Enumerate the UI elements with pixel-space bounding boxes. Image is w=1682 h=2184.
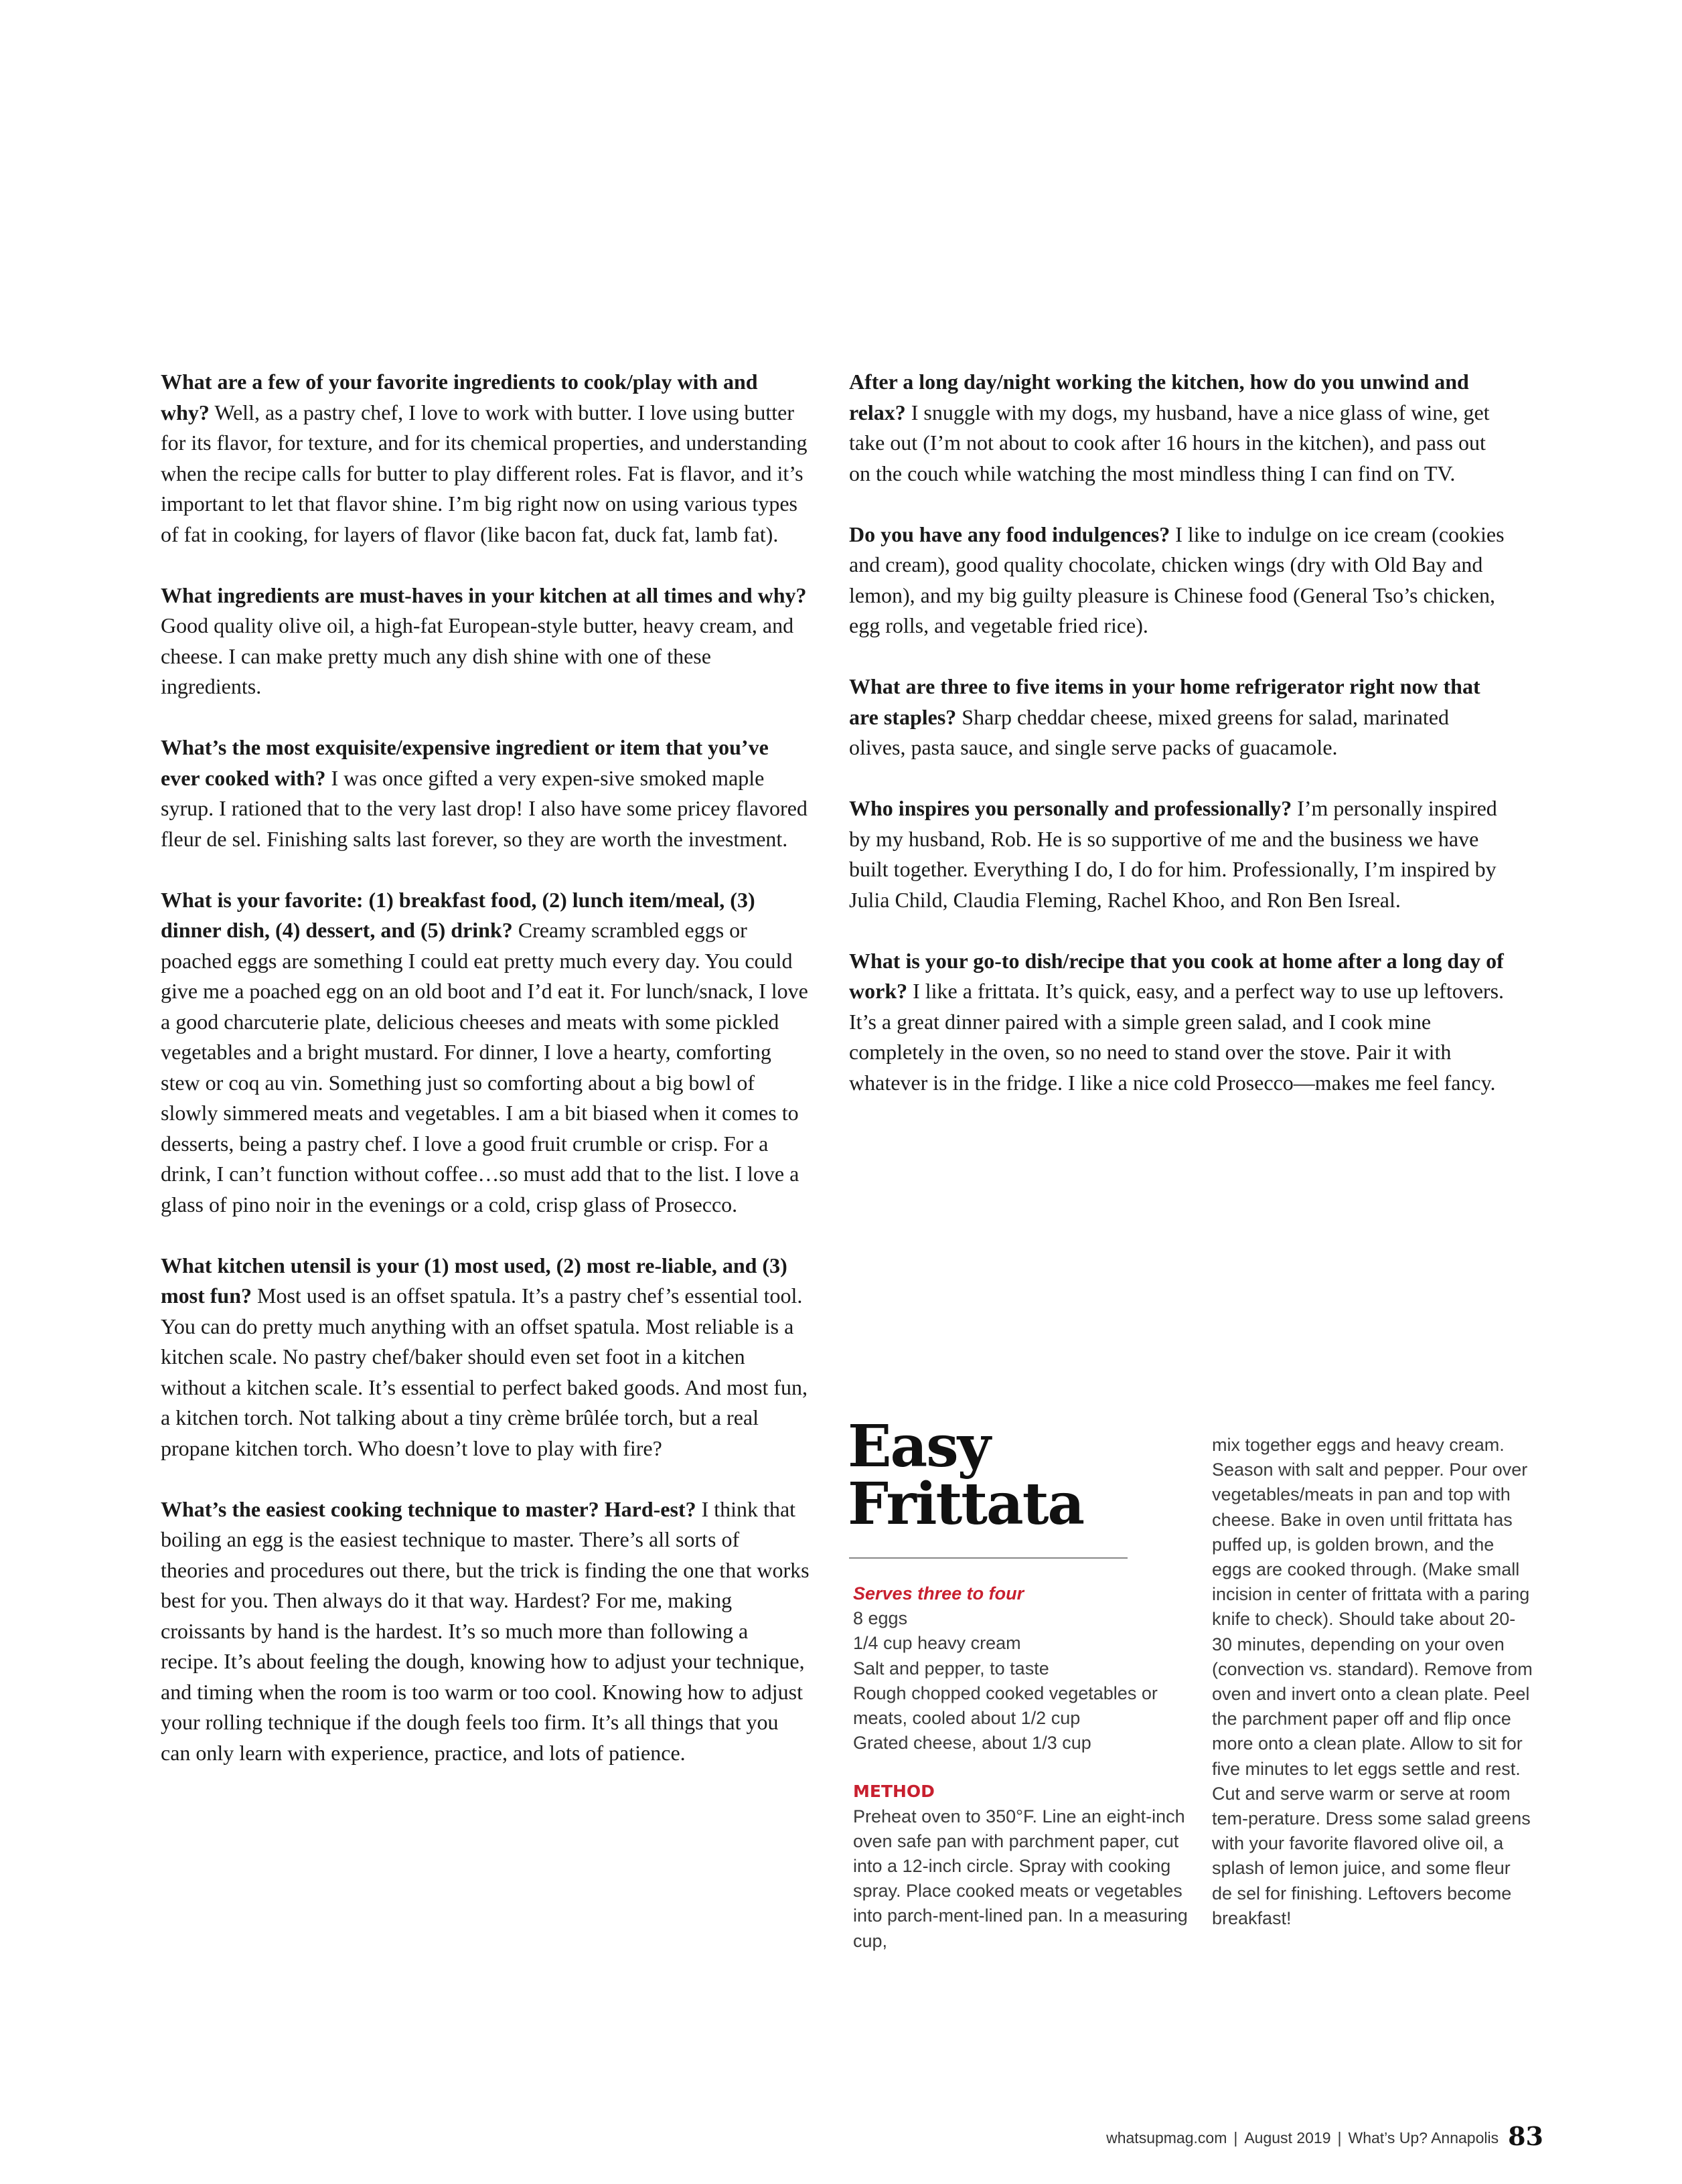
qa-item [161,1494,810,1769]
question: What is your go-to dish/recipe that you cook at home after a long day of work? [849,948,1504,1003]
recipe-method-continued [1212,1433,1533,1931]
qa-item [161,580,810,702]
answer: Well, as a pastry chef, I love to work with butter. I love using butter for its flavor, for texture, and for its chemical properties, and understanding when the recipe calls for butter to play different roles. Fat is flavor, and it’s important to let that flavor shine. I’m big right now on using various types of fat in cooking, for layers of flavor (like bacon fat, duck fat, lamb fat). [161,400,808,546]
qa-item [161,1251,810,1464]
method-text-continued: mix together eggs and heavy cream. Season with salt and pepper. Pour over vegetables/meats in pan and top with cheese. Bake in oven until frittata has puffed up, is golden brown, and the eggs are cooked through. (Make small incision in center of frittata with a paring knife to check). Should take about 20-30 minutes, depending on your oven (convection vs. standard). Remove from oven and invert onto a clean plate. Peel the parchment paper off and flip once more onto a clean plate. Allow to sit for five minutes to let eggs settle and rest. Cut and serve warm or serve at room tem-perature. Dress some salad greens with your favorite flavored olive oil, a splash of lemon juice, and some fleur de sel for finishing. Leftovers become breakfast! [1212,1435,1533,1928]
question: What kitchen utensil is your (1) most used, (2) most re-liable, and (3) most fun? [161,1253,787,1308]
method-label: METHOD [853,1782,935,1802]
question: After a long day/night working the kitchen, how do you unwind and relax? [849,370,1469,424]
qa-item [849,793,1505,915]
article-left-column [161,367,810,1799]
ingredient-item: Rough chopped cooked vegetables or meats, cooled about 1/2 cup [853,1683,1158,1729]
footer-separator: | [1233,2129,1238,2147]
qa-item [849,367,1505,489]
question: What’s the easiest cooking technique to master? Hard-est? [161,1496,696,1521]
question: Who inspires you personally and professionally? [849,796,1292,820]
answer: Sharp cheddar cheese, mixed greens for salad, marinated olives, pasta sauce, and single serve packs of guacamole. [849,704,1449,759]
question: What are three to five items in your home refrigerator right now that are staples? [849,674,1480,729]
recipe-divider [849,1557,1128,1559]
answer: I was once gifted a very expen-sive smoked maple syrup. I rationed that to the very last drop! I also have some pricey flavored fleur de sel. Finishing salts last forever, so they are worth the investment. [161,765,808,851]
recipe-ingredients-column [853,1581,1188,1954]
footer-issue: August 2019 [1244,2129,1331,2147]
ingredient-item: 8 eggs [853,1608,908,1629]
footer-site: whatsupmag.com [1106,2129,1227,2147]
answer: Creamy scrambled eggs or poached eggs are something I could eat pretty much every day. You could give me a poached egg on an old boot and I’d eat it. For lunch/snack, I love a good charcuterie plate, delicious cheeses and meats with some pickled vegetables and a bright mustard. For dinner, I love a hearty, comforting stew or coq au vin. Something just so comforting about a big bowl of slowly simmered meats and vegetables. I am a bit biased when it comes to desserts, being a pastry chef. I love a good fruit crumble or crisp. For a drink, I can’t function without coffee…so must add that to the list. I love a glass of pino noir in the evenings or a cold, crisp glass of Prosecco. [161,918,808,1217]
question: What is your favorite: (1) breakfast food, (2) lunch item/meal, (3) dinner dish, (4) dessert, and (5) drink? [161,887,755,942]
qa-item [161,885,810,1221]
footer-separator: | [1337,2129,1342,2147]
method-text: Preheat oven to 350°F. Line an eight-inch oven safe pan with parchment paper, cut into a 12-inch circle. Spray with cooking spray. Place cooked meats or vegetables into parch-ment-lined pan. In a measuring cup, [853,1806,1188,1951]
answer: I like to indulge on ice cream (cookies and cream), good quality chocolate, chicken wings (dry with Old Bay and lemon), and my big guilty pleasure is Chinese food (General Tso’s chicken, egg rolls, and vegetable fried rice). [849,522,1505,637]
qa-item [849,672,1505,763]
qa-item [161,367,810,550]
recipe-serves: Serves three to four [853,1583,1024,1604]
question: Do you have any food indulgences? [849,522,1170,546]
ingredient-item: Grated cheese, about 1/3 cup [853,1733,1091,1753]
qa-item [161,732,810,854]
recipe-title [848,1413,1084,1538]
answer: I like a frittata. It’s quick, easy, and a perfect way to use up leftovers. It’s a great dinner paired with a simple green salad, and I cook mine completely in the oven, so no need to stand over the stove. Pair it with whatever is in the fridge. I like a nice cold Prosecco—makes me feel fancy. [849,979,1505,1095]
ingredient-item: 1/4 cup heavy cream [853,1633,1021,1654]
question: What’s the most exquisite/expensive ingredient or item that you’ve ever cooked with? [161,735,769,790]
page-footer [937,2121,1543,2151]
question: What are a few of your favorite ingredients to cook/play with and why? [161,370,758,424]
recipe-title-line1: Easy [848,1413,990,1480]
question: What ingredients are must-haves in your kitchen at all times and why? [161,582,807,607]
footer-publication: What’s Up? Annapolis [1348,2129,1499,2147]
answer: I snuggle with my dogs, my husband, have a nice glass of wine, get take out (I’m not about to cook after 16 hours in the kitchen), and pass out on the couch while watching the most mindless thing I can find on TV. [849,400,1490,485]
ingredient-item: Salt and pepper, to taste [853,1658,1049,1679]
answer: Most used is an offset spatula. It’s a pastry chef’s essential tool. You can do pretty much anything with an offset spatula. Most reliable is a kitchen scale. No pastry chef/baker should even set foot in a kitchen without a kitchen scale. It’s essential to perfect baked goods. And most fun, a kitchen torch. Not talking about a tiny crème brûlée torch, but a real propane kitchen torch. Who doesn’t love to play with fire? [161,1283,808,1460]
answer: I’m personally inspired by my husband, Rob. He is so supportive of me and the business we have built together. Everything I do, I do for him. Professionally, I’m inspired by Julia Child, Claudia Fleming, Rachel Khoo, and Ron Ben Isreal. [849,796,1497,912]
page-number: 83 [1508,2121,1543,2151]
qa-item [849,520,1505,641]
qa-item [849,946,1505,1099]
recipe-title-line2: Frittata [848,1470,1084,1538]
article-right-column [849,367,1505,1129]
answer: I think that boiling an egg is the easiest technique to master. There’s all sorts of theories and procedures out there, but the trick is finding the one that works best for you. Then always do it that way. Hardest? For me, making croissants by hand is the hardest. It’s so much more than following a recipe. It’s about feeling the dough, knowing how to adjust your technique, and timing when the room is too warm or too cool. Knowing how to adjust your rolling technique if the dough feels too firm. It’s all things that you can only learn with experience, practice, and lots of patience. [161,1496,810,1765]
answer: Good quality olive oil, a high-fat European-style butter, heavy cream, and cheese. I can make pretty much any dish shine with one of these ingredients. [161,613,794,698]
